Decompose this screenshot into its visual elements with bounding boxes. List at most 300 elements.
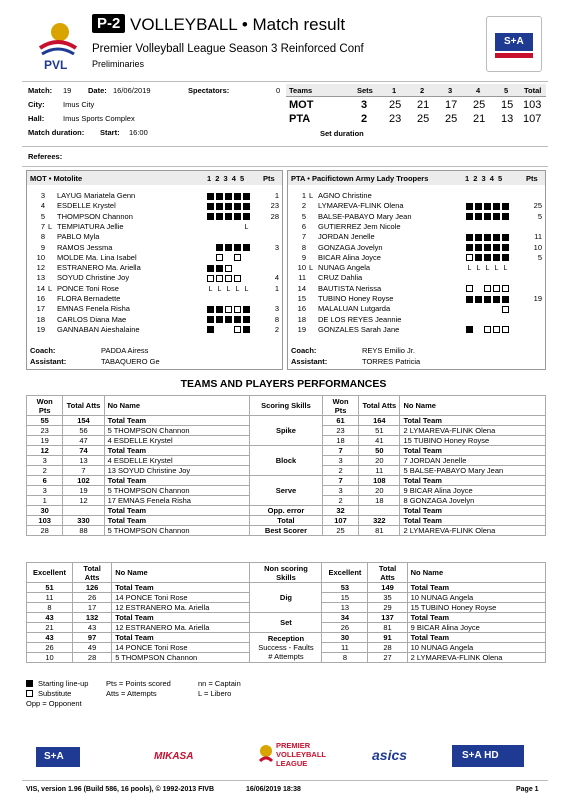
city-name: Imus City (63, 100, 95, 109)
perf-cell-right: 32 (322, 506, 358, 516)
starting-square-icon (243, 193, 250, 200)
perf-skill (250, 476, 323, 506)
page-code-badge: P-2 (92, 14, 125, 33)
player-name: MALALUAN Lutgarda (318, 304, 391, 314)
player-row (288, 315, 545, 325)
player-row (288, 222, 545, 232)
starting-square-icon (502, 213, 509, 220)
player-name: TEMPIATURA Jellie (57, 221, 124, 231)
perf-cell-left: Total Team (104, 516, 250, 526)
perf-cell-right: Total Team (400, 516, 546, 526)
perf-cell-left: 6 (27, 476, 63, 486)
starting-square-icon (475, 244, 482, 251)
player-name: GONZAGA Jovelyn (318, 242, 383, 252)
perf-cell-left: Total Team (112, 633, 250, 643)
score-pta-s5: 13 (501, 113, 514, 125)
starting-square-icon (475, 203, 482, 210)
starting-square-icon (484, 234, 491, 241)
starting-square-icon (234, 213, 241, 220)
starting-square-icon (493, 244, 500, 251)
perf-cell-right: 20 (359, 486, 400, 496)
score-mot-s2: 21 (417, 99, 430, 111)
player-sets (466, 201, 511, 211)
pta-coach-name: REYS Emilio Jr. (362, 346, 415, 355)
player-number: 19 (297, 324, 306, 334)
roster-pta-set-cols: 1 2 3 4 5 (465, 174, 503, 183)
player-number: 5 (40, 211, 45, 221)
starting-square-icon (216, 244, 223, 251)
perf-cell-right: 108 (359, 476, 400, 486)
perf-cell-left: 14 PONCE Toni Rose (112, 643, 250, 653)
player-row (27, 201, 282, 211)
score-pta-s4: 21 (473, 113, 486, 125)
player-row (288, 212, 545, 222)
perf-cell-right: 51 (359, 426, 400, 436)
legend-starting: Starting line-up (38, 679, 89, 688)
score-head-teams: Teams (289, 86, 313, 95)
player-points: 5 (537, 211, 542, 221)
skill-sublabel: # Attempts (268, 652, 304, 661)
player-name: ESTRANERO Ma. Ariella (57, 263, 141, 273)
player-sets (207, 315, 252, 325)
substitute-square-icon (493, 326, 500, 333)
player-name: MOLDE Ma. Lina Isabel (57, 252, 137, 262)
perf-skill (250, 446, 323, 476)
player-row (288, 304, 545, 314)
legend-pts: Pts = Points scored (106, 679, 171, 688)
player-sets (207, 253, 252, 263)
perf-cell-right: 164 (359, 416, 400, 426)
roster-mot (26, 170, 283, 370)
perf-header-cell: Scoring Skills (250, 396, 323, 416)
score-sets-pta: 2 (361, 113, 368, 125)
player-sets (207, 191, 252, 201)
perf-header-cell: Total Atts (73, 563, 112, 583)
starting-square-icon (234, 193, 241, 200)
starting-square-icon (216, 203, 223, 210)
player-name: GONZALES Sarah Jane (318, 324, 400, 334)
perf-cell-left: 11 (27, 593, 73, 603)
perf-cell-right: 41 (359, 436, 400, 446)
perf-cell-right: 5 BALSE-PABAYO Mary Jean (400, 466, 546, 476)
sponsor-bar (22, 737, 548, 775)
libero-mark: L (244, 285, 249, 293)
player-name: NUNAG Angela (318, 263, 371, 273)
player-row (288, 243, 545, 253)
footer-divider (22, 780, 548, 781)
info-divider (22, 146, 548, 147)
starting-square-icon (502, 254, 509, 261)
score-mot-s3: 17 (445, 99, 458, 111)
player-sets (466, 232, 511, 242)
perf-cell-left (63, 506, 104, 516)
player-name: PABLO Myla (57, 232, 100, 242)
perf-cell-right: 149 (368, 583, 407, 593)
pvl-logo-text: PVL (44, 58, 68, 72)
player-number: 8 (301, 242, 306, 252)
score-team-pta: PTA (289, 113, 311, 125)
player-points: 28 (270, 211, 279, 221)
perf-cell-left: 3 (27, 456, 63, 466)
perf-cell-left: 23 (27, 426, 63, 436)
perf-header-cell: Total Atts (359, 396, 400, 416)
perf-cell-left: 330 (63, 516, 104, 526)
starting-square-icon (466, 234, 473, 241)
legend-captain: nn = Captain (198, 679, 241, 688)
perf-cell-right: 11 (322, 643, 368, 653)
perf-cell-right: 9 BICAR Alina Joyce (400, 486, 546, 496)
player-name: GANNABAN Aieshalaine (57, 324, 140, 334)
player-sets (207, 325, 252, 335)
player-row (27, 273, 282, 283)
perf-header-cell: Non scoring Skills (250, 563, 322, 583)
substitute-square-icon (484, 326, 491, 333)
match-date: 16/06/2019 (113, 86, 151, 95)
starting-square-icon (493, 203, 500, 210)
starting-square-icon (243, 203, 250, 210)
perf-cell-left: 2 (27, 466, 63, 476)
player-number: 17 (36, 304, 45, 314)
spectators-label: Spectators: (188, 86, 230, 95)
player-number: 16 (36, 294, 45, 303)
perf-cell-right: 2 LYMAREVA-FLINK Olena (400, 526, 546, 536)
perf-header-cell: Excellent (322, 563, 368, 583)
perf-cell-right: 2 LYMAREVA-FLINK Olena (407, 653, 545, 663)
perf-cell-right: 2 (322, 496, 358, 506)
perf-cell-left: 3 (27, 486, 63, 496)
starting-square-icon (493, 296, 500, 303)
libero-mark: L (235, 285, 240, 293)
player-sets (207, 273, 243, 283)
starting-square-icon (207, 265, 214, 272)
player-row (288, 273, 545, 283)
perf-cell-left: 12 (63, 496, 104, 506)
player-number: 14 (36, 283, 45, 293)
substitute-square-icon (225, 275, 232, 282)
skill-label: Opp. error (267, 506, 305, 515)
player-points: 8 (274, 314, 279, 324)
perf-cell-left: 5 THOMPSON Channon (104, 486, 250, 496)
player-number: 12 (36, 263, 45, 273)
perf-header-cell: No Name (400, 396, 546, 416)
libero-mark: L (208, 285, 213, 293)
perf-cell-left: 88 (63, 526, 104, 536)
libero-mark: L (485, 265, 490, 273)
player-points: 11 (534, 232, 542, 242)
duration-label: Match duration: (28, 128, 85, 137)
score-head-s3: 3 (448, 86, 453, 95)
starting-square-icon (26, 680, 33, 687)
player-sets (207, 263, 234, 273)
perf-row (27, 583, 546, 593)
perf-cell-left: 8 (27, 603, 73, 613)
perf-cell-right: 61 (322, 416, 358, 426)
footer-printed: 16/06/2019 18:38 (246, 786, 301, 793)
perf-cell-left: 21 (27, 623, 73, 633)
libero-mark: L (467, 265, 472, 273)
starting-square-icon (502, 296, 509, 303)
perf-cell-left: 12 (27, 446, 63, 456)
s2a-sponsor-logo (36, 747, 80, 767)
player-name: AGNO Christine (318, 191, 372, 200)
spectators-count: 0 (276, 86, 281, 95)
perf-skill (250, 613, 322, 633)
roster-pta-list (288, 191, 545, 336)
substitute-square-icon (234, 326, 241, 333)
date-label: Date: (88, 86, 107, 95)
perf-skill (250, 633, 322, 663)
starting-square-icon (225, 244, 232, 251)
player-name: TUBINO Honey Royse (318, 294, 394, 303)
starting-square-icon (234, 203, 241, 210)
perf-cell-left: 43 (73, 623, 112, 633)
player-points: 1 (274, 191, 279, 200)
perf-cell-left: 4 ESDELLE Krystel (104, 456, 250, 466)
starting-square-icon (216, 316, 223, 323)
player-number: 13 (36, 273, 45, 283)
perf-cell-left: Total Team (104, 476, 250, 486)
starting-square-icon (225, 193, 232, 200)
player-libero-flag: L (309, 263, 314, 273)
perf-cell-right: 8 (322, 653, 368, 663)
player-name: LYMAREVA-FLINK Olena (318, 201, 404, 211)
perf-cell-right: 25 (322, 526, 358, 536)
perf-cell-left: 12 ESTRANERO Ma. Ariella (112, 623, 250, 633)
score-head-total: Total (524, 86, 542, 95)
perf-header-cell: No Name (104, 396, 250, 416)
s2a-logo (486, 16, 542, 72)
substitute-square-icon (502, 285, 509, 292)
perf-cell-left: 97 (73, 633, 112, 643)
perf-cell-left: 13 (63, 456, 104, 466)
perf-cell-left: 103 (27, 516, 63, 526)
skill-label: Block (275, 456, 297, 465)
player-row (27, 304, 282, 314)
player-sets (207, 201, 252, 211)
substitute-square-icon (466, 285, 473, 292)
libero-mark: L (244, 223, 249, 231)
starting-square-icon (243, 244, 250, 251)
pvl-sponsor-text: PREMIER VOLLEYBALL LEAGUE (276, 741, 326, 768)
perf-cell-right: 81 (359, 526, 400, 536)
substitute-square-icon (234, 306, 241, 313)
starting-square-icon (484, 213, 491, 220)
player-row (288, 284, 545, 294)
player-number: 18 (297, 314, 306, 324)
player-row (27, 284, 282, 294)
s2a-logo-text: S+A (504, 36, 524, 47)
player-row (288, 232, 545, 242)
starting-square-icon (475, 254, 482, 261)
libero-mark: L (503, 265, 508, 273)
player-name: PONCE Toni Rose (57, 283, 119, 293)
player-points: 1 (274, 283, 279, 293)
libero-mark: L (217, 285, 222, 293)
libero-mark: L (226, 285, 231, 293)
player-number: 19 (36, 324, 45, 334)
starting-square-icon (493, 213, 500, 220)
asics-logo: asics (372, 747, 408, 763)
player-row (27, 263, 282, 273)
perf-cell-right: 10 NUNAG Angela (407, 643, 545, 653)
legend-libero: L = Libero (198, 689, 232, 698)
substitute-square-icon (216, 275, 223, 282)
substitute-square-icon (234, 275, 241, 282)
perf-cell-left: 4 ESDELLE Krystel (104, 436, 250, 446)
player-row (27, 325, 282, 335)
perf-cell-left: 14 PONCE Toni Rose (112, 593, 250, 603)
player-row (27, 294, 282, 304)
starting-square-icon (234, 244, 241, 251)
substitute-square-icon (493, 285, 500, 292)
player-row (288, 325, 545, 335)
perf-header-cell: No Name (112, 563, 250, 583)
score-mot-s1: 25 (389, 99, 402, 111)
substitute-square-icon (26, 690, 33, 697)
perf-cell-left: Total Team (104, 416, 250, 426)
perf-cell-right: Total Team (407, 613, 545, 623)
player-number: 10 (297, 263, 306, 273)
perf-cell-right: 30 (322, 633, 368, 643)
perf-cell-left: 5 THOMPSON Channon (112, 653, 250, 663)
score-table (286, 84, 546, 142)
player-number: 9 (40, 242, 45, 252)
perf-cell-right (359, 506, 400, 516)
player-number: 6 (301, 221, 306, 231)
libero-mark: L (476, 265, 481, 273)
perf-row (27, 476, 546, 486)
player-name: ESDELLE Krystel (57, 201, 116, 211)
hall-label: Hall: (28, 114, 45, 123)
player-sets (466, 294, 511, 304)
player-number: 1 (301, 191, 306, 200)
perf-cell-right: 3 (322, 486, 358, 496)
player-points: 5 (537, 252, 542, 262)
match-info (28, 86, 284, 142)
score-pta-s3: 25 (445, 113, 458, 125)
starting-square-icon (216, 193, 223, 200)
perf-cell-left: 56 (63, 426, 104, 436)
score-team-mot: MOT (289, 99, 314, 111)
footer-version: VIS, version 1.96 (Build 586, 16 pools), © 1992-2013 FIVB (26, 786, 215, 793)
player-points: 3 (274, 242, 279, 252)
perf-cell-left: 30 (27, 506, 63, 516)
player-sets (207, 212, 252, 222)
perf-cell-right: 13 (322, 603, 368, 613)
score-head-s4: 4 (476, 86, 481, 95)
player-number: 11 (298, 273, 306, 283)
player-sets (466, 284, 511, 294)
score-mot-total: 103 (523, 99, 542, 111)
perf-cell-right: Total Team (400, 446, 546, 456)
player-points: 23 (270, 201, 279, 211)
player-row (288, 294, 545, 304)
perf-cell-left: 28 (27, 526, 63, 536)
league-name: Premier Volleyball League Season 3 Reinforced Conf (92, 43, 364, 55)
player-number: 4 (40, 201, 45, 211)
score-mot-s5: 15 (501, 99, 514, 111)
starting-square-icon (243, 316, 250, 323)
match-label: Match: (28, 86, 53, 95)
starting-square-icon (466, 203, 473, 210)
start-time: 16:00 (129, 128, 148, 137)
starting-square-icon (207, 306, 214, 313)
nonscoring-skills-table (26, 562, 546, 663)
roster-mot-set-cols: 1 2 3 4 5 (207, 174, 245, 183)
perf-skill (250, 526, 323, 536)
start-label: Start: (100, 128, 120, 137)
perf-cell-right: 7 (322, 446, 358, 456)
starting-square-icon (216, 213, 223, 220)
header-divider (22, 81, 548, 82)
perf-cell-right: Total Team (400, 476, 546, 486)
perf-cell-right: 9 BICAR Alina Joyce (407, 623, 545, 633)
perf-cell-left: 26 (73, 593, 112, 603)
perf-cell-right: 8 GONZAGA Jovelyn (400, 496, 546, 506)
mot-assistant-label: Assistant: (30, 357, 67, 366)
starting-square-icon (234, 316, 241, 323)
perf-cell-right: 11 (359, 466, 400, 476)
starting-square-icon (207, 213, 214, 220)
starting-square-icon (475, 213, 482, 220)
page-title: VOLLEYBALL • Match result (130, 15, 346, 34)
mot-coach-name: PADDA Airess (101, 346, 149, 355)
substitute-square-icon (225, 306, 232, 313)
performance-title: TEAMS AND PLAYERS PERFORMANCES (180, 378, 387, 390)
perf-cell-left: 49 (73, 643, 112, 653)
score-pta-s1: 23 (389, 113, 402, 125)
player-points: 4 (274, 273, 279, 283)
starting-square-icon (207, 193, 214, 200)
starting-square-icon (484, 296, 491, 303)
player-name: DE LOS REYES Jeannie (318, 314, 402, 324)
phase-name: Preliminaries (92, 59, 145, 69)
perf-cell-right: 18 (359, 496, 400, 506)
substitute-square-icon (502, 326, 509, 333)
perf-cell-left: 47 (63, 436, 104, 446)
perf-header-cell: Excellent (27, 563, 73, 583)
substitute-square-icon (484, 285, 491, 292)
legend-atts: Atts = Attempts (106, 689, 157, 698)
perf-cell-left: Total Team (112, 583, 250, 593)
perf-cell-right: 7 (322, 476, 358, 486)
perf-cell-left: 7 (63, 466, 104, 476)
perf-skill (250, 583, 322, 613)
perf-cell-left: 19 (63, 486, 104, 496)
pvl-logo (30, 18, 86, 78)
perf-cell-left: 10 (27, 653, 73, 663)
substitute-square-icon (234, 254, 241, 261)
player-name: EMNAS Fenela Risha (57, 304, 130, 314)
player-points: 3 (274, 304, 279, 314)
skill-label: Reception (267, 634, 305, 643)
perf-cell-left: 17 EMNAS Fenela Risha (104, 496, 250, 506)
starting-square-icon (484, 254, 491, 261)
score-sets-mot: 3 (361, 99, 368, 111)
score-head-sets: Sets (357, 86, 373, 95)
perf-cell-right: 29 (368, 603, 407, 613)
player-row (27, 315, 282, 325)
perf-row (27, 526, 546, 536)
perf-skill (250, 416, 323, 446)
player-number: 3 (40, 191, 45, 200)
perf-cell-left: Total Team (104, 446, 250, 456)
perf-cell-right: 20 (359, 456, 400, 466)
perf-cell-right: Total Team (407, 633, 545, 643)
legend-substitute: Substitute (38, 689, 72, 698)
perf-cell-right: 7 JORDAN Jenelle (400, 456, 546, 466)
player-number: 18 (36, 314, 45, 324)
